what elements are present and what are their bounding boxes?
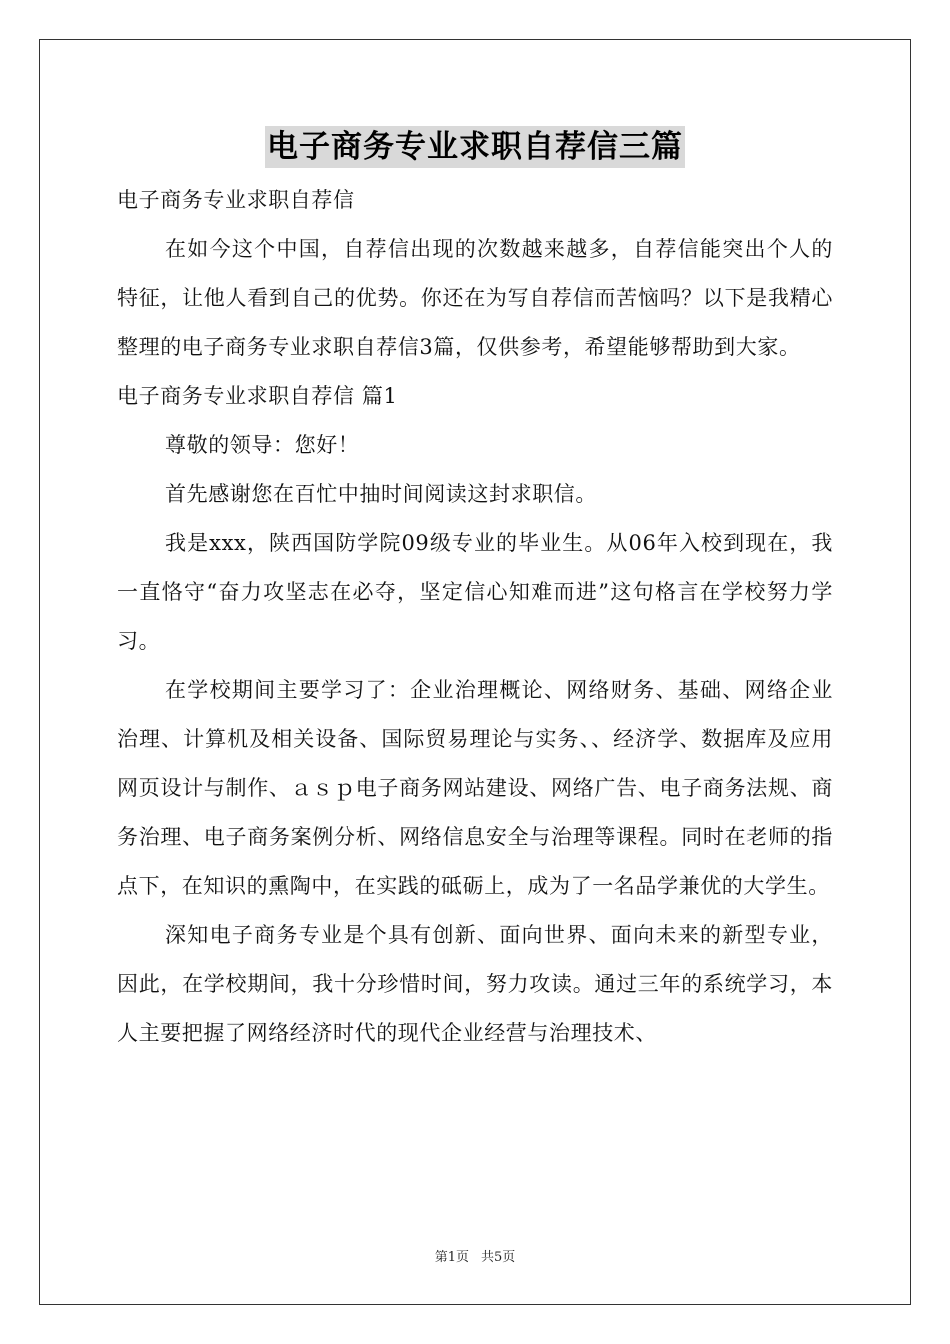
- page-total: 共5页: [481, 1250, 516, 1265]
- document-title: 电子商务专业求职自荐信三篇: [265, 126, 685, 168]
- paragraph: 深知电子商务专业是个具有创新、面向世界、面向未来的新型专业，因此，在学校期间，我十分珍惜时间，努力攻读。通过三年的系统学习，本人主要把握了网络经济时代的现代企业经营与治理技术、: [117, 923, 833, 1045]
- paragraph: 在学校期间主要学习了：企业治理概论、网络财务、基础、网络企业治理、计算机及相关设备、国际贸易理论与实务、、经济学、数据库及应用网页设计与制作、ａｓｐ电子商务网站建设、网络广告、电子商务法规、商务治理、电子商务案例分析、网络信息安全与治理等课程。同时在老师的指点下，在知识的熏陶中，在实践的砥砺上，成为了一名品学兼优的大学生。: [117, 678, 833, 898]
- document-body: [117, 176, 833, 1058]
- paragraph: 我是xxx，陕西国防学院09级专业的毕业生。从06年入校到现在，我一直恪守“奋力攻坚志在必夺，坚定信心知难而进”这句格言在学校努力学习。: [117, 531, 833, 653]
- paragraph: 在如今这个中国，自荐信出现的次数越来越多，自荐信能突出个人的特征，让他人看到自己的优势。你还在为写自荐信而苦恼吗？以下是我精心整理的电子商务专业求职自荐信3篇，仅供参考，希望能够帮助到大家。: [117, 237, 833, 359]
- page-footer: [0, 1246, 950, 1265]
- section-heading: 电子商务专业求职自荐信 篇1: [117, 384, 398, 408]
- salutation: 尊敬的领导：您好！: [165, 433, 360, 457]
- paragraph: 首先感谢您在百忙中抽时间阅读这封求职信。: [165, 482, 597, 506]
- title-container: [0, 126, 950, 168]
- paragraph: 电子商务专业求职自荐信: [117, 188, 355, 212]
- page-number: 第1页: [434, 1250, 469, 1265]
